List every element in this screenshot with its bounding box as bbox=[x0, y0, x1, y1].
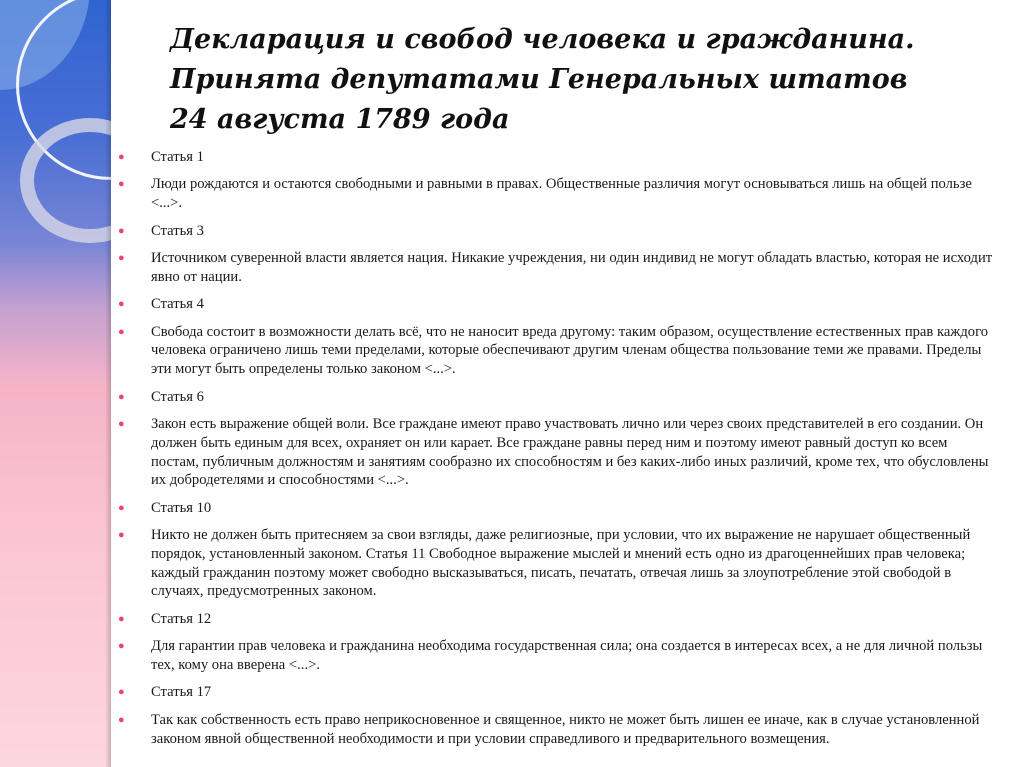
list-item: ● Статья 12 bbox=[118, 610, 212, 627]
bullet-icon: ● bbox=[118, 612, 125, 625]
bullet-icon: ● bbox=[118, 224, 125, 237]
title-line-3: 24 августа 1789 года bbox=[170, 104, 510, 135]
list-item: ● Так как собственность есть право неприкосновенное и священное, никто не может быть лишен ее иначе, как в случае установленной законом явной общественной необходимости и при условии справедливого и предварительного возмещения. bbox=[118, 711, 980, 747]
bullet-icon: ● bbox=[118, 417, 125, 430]
list-item: ● Люди рождаются и остаются свободными и равными в правах. Общественные различия могут основываться лишь на общей пользе <...>. bbox=[118, 176, 972, 212]
bullet-icon: ● bbox=[118, 713, 125, 726]
list-item: ● Свобода состоит в возможности делать всё, что не наносит вреда другому: таким образом, осуществление естественных прав каждого человека ограничено лишь теми пределами, которые обеспечивают другим членам общества пользование теми же правами. Пределы эти могут быть определены только законом <...>. bbox=[118, 323, 989, 378]
bullet-icon: ● bbox=[118, 178, 125, 191]
list-item: ● Источником суверенной власти является нация. Никакие учреждения, ни один индивид не могут обладать властью, которая не исходит явно от нации. bbox=[118, 249, 993, 285]
bullet-icon: ● bbox=[118, 686, 125, 699]
list-item: ● Никто не должен быть притесняем за свои взгляды, даже религиозные, при условии, что их выражение не нарушает общественный порядок, установленный законом. Статья 11 Свободное выражение мыслей и мнений есть одно из драгоценнейших прав человека; каждый гражданин поэтому может свободно высказываться, писать, печатать, отвечая лишь за злоупотребление этой свободой в случаях, предусмотренных законом. bbox=[118, 527, 971, 600]
list-item: ● Статья 10 bbox=[118, 499, 212, 516]
list-item: ● Для гарантии прав человека и гражданина необходима государственная сила; она создается в интересах всех, а не для личной пользы тех, кому она вверена <...>. bbox=[118, 638, 983, 674]
bullet-icon: ● bbox=[118, 298, 125, 311]
list-item: ● Закон есть выражение общей воли. Все граждане имеют право участвовать лично или через своих представителей в его создании. Он должен быть единым для всех, охраняет он или карает. Все граждане равны перед ним и поэтому имеют равный доступ ко всем постам, публичным должностям и занятиям сообразно их способностям и без каких-либо иных различий, кроме тех, что обусловлены их добродетелями и способностями <...>. bbox=[118, 415, 989, 489]
bullet-icon: ● bbox=[118, 529, 125, 542]
list-item: ● Статья 4 bbox=[118, 296, 204, 313]
bullet-icon: ● bbox=[118, 325, 125, 338]
bullet-icon: ● bbox=[118, 151, 125, 163]
bullet-icon: ● bbox=[118, 390, 125, 403]
slide-title bbox=[170, 20, 1010, 140]
list-item: ● Статья 17 bbox=[118, 684, 212, 701]
bullet-icon: ● bbox=[118, 501, 125, 514]
bullet-icon: ● bbox=[118, 640, 125, 653]
list-item: ● Статья 1 bbox=[118, 149, 204, 165]
title-line-2: Принята депутатами Генеральных штатов bbox=[170, 64, 908, 95]
list-item: ● Статья 3 bbox=[118, 222, 204, 239]
title-line-1: Декларация и свобод человека и гражданина. bbox=[170, 24, 915, 55]
list-item: ● Статья 6 bbox=[118, 388, 204, 405]
articles-list bbox=[118, 148, 998, 757]
decorative-sidebar bbox=[0, 0, 111, 767]
bullet-icon: ● bbox=[118, 251, 125, 264]
